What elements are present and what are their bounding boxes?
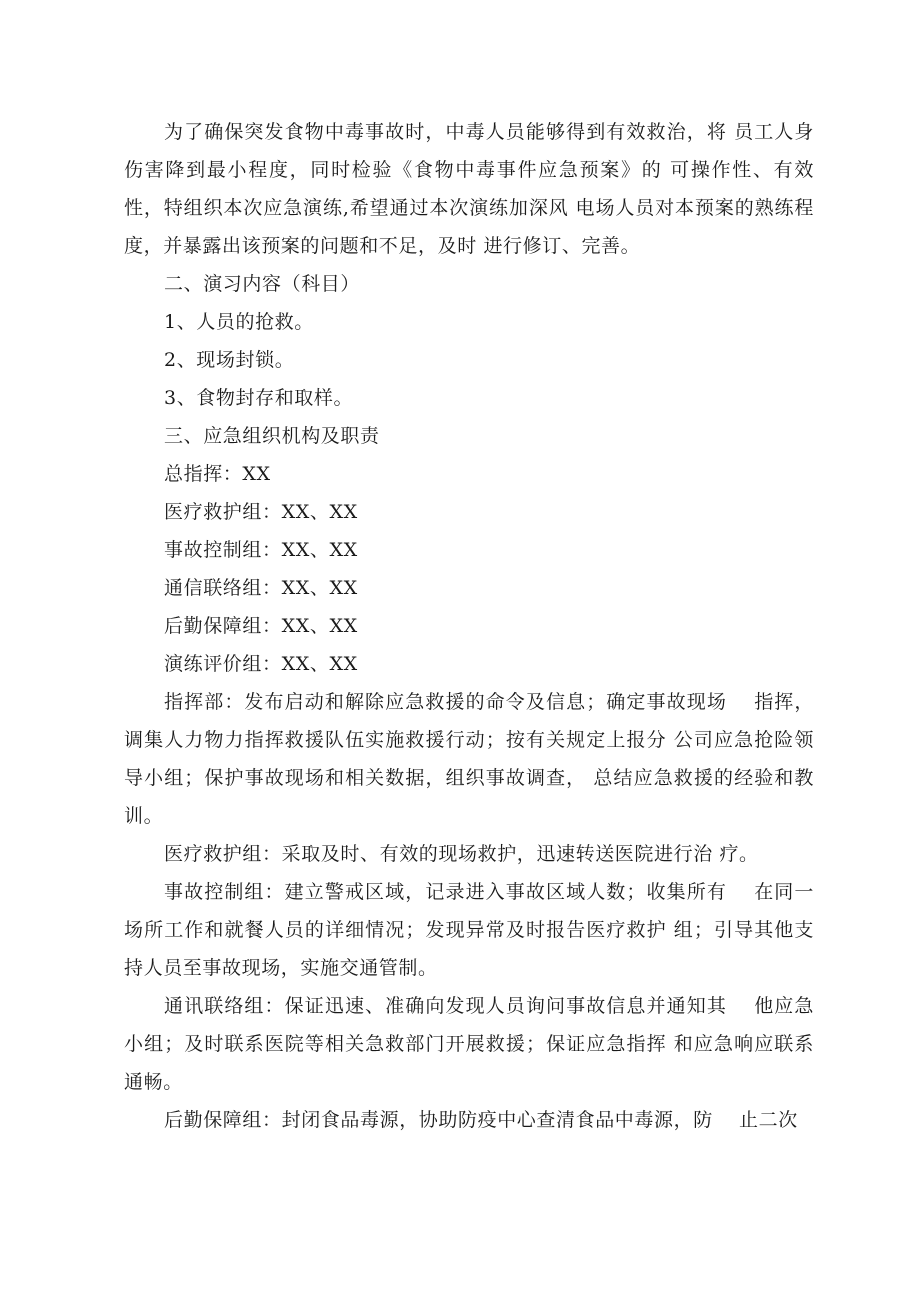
drill-item-food-sampling: 3、食物封存和取样。 xyxy=(164,387,354,409)
duty-paragraph-logistics: 后勤保障组：封闭食品毒源，协助防疫中心查清食品中毒源，防 止二次 xyxy=(164,1109,798,1131)
duty-paragraph-control: 事故控制组：建立警戒区域，记录进入事故区域人数；收集所有 在同一场所工作和就餐人员的详细情况；发现异常及时报告医疗救护 组；引导其他支持人员至事故现场，实施交通管制。 xyxy=(124,881,814,979)
roster-logistics-team: 后勤保障组：XX、XX xyxy=(164,615,358,637)
roster-control-team: 事故控制组：XX、XX xyxy=(164,539,358,561)
drill-item-rescue: 1、人员的抢救。 xyxy=(164,311,314,333)
intro-paragraph: 为了确保突发食物中毒事故时，中毒人员能够得到有效救治，将 员工人身伤害降到最小程度，同时检验《食物中毒事件应急预案》的 可操作性、有效性，特组织本次应急演练,希望通过本次演练加深风 电场人员对本预案的熟练程度，并暴露出该预案的问题和不足，及时 进行修订、完善。 xyxy=(124,121,814,257)
section-heading-drill-content: 二、演习内容（科目） xyxy=(164,273,361,295)
duty-paragraph-medical: 医疗救护组：采取及时、有效的现场救护，迅速转送医院进行治 疗。 xyxy=(164,843,759,865)
roster-evaluation-team: 演练评价组：XX、XX xyxy=(164,653,358,675)
duty-paragraph-communication: 通讯联络组：保证迅速、准确向发现人员询问事故信息并通知其 他应急小组；及时联系医院等相关急救部门开展救援；保证应急指挥 和应急响应联系通畅。 xyxy=(124,995,814,1093)
roster-medical-team: 医疗救护组：XX、XX xyxy=(164,501,358,523)
roster-communication-team: 通信联络组：XX、XX xyxy=(164,577,358,599)
drill-item-site-lockdown: 2、现场封锁。 xyxy=(164,349,295,371)
document-body xyxy=(124,113,814,1139)
roster-commander: 总指挥：XX xyxy=(164,463,271,485)
duty-paragraph-command: 指挥部：发布启动和解除应急救援的命令及信息；确定事故现场 指挥，调集人力物力指挥救援队伍实施救援行动；按有关规定上报分 公司应急抢险领导小组；保护事故现场和相关数据，组织事故调查， 总结应急救援的经验和教训。 xyxy=(124,691,814,827)
section-heading-organization: 三、应急组织机构及职责 xyxy=(164,425,380,447)
